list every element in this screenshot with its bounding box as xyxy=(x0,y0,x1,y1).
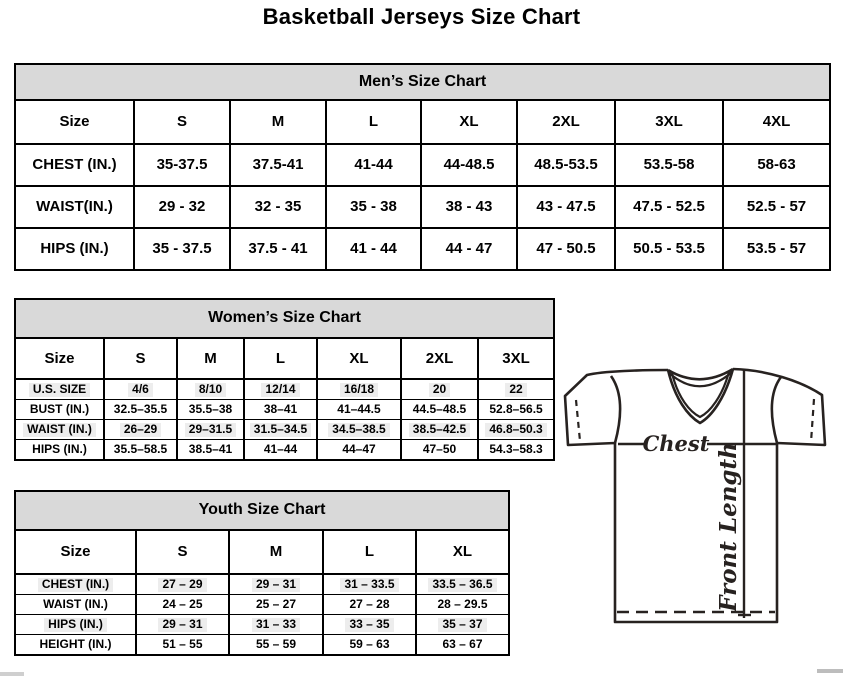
size-value xyxy=(723,186,830,228)
cell-text: 54.3–58.3 xyxy=(489,442,543,457)
cell-text: 2XL xyxy=(552,113,580,131)
cell-text: 44 - 47 xyxy=(445,240,493,258)
cell-text: 27 – 28 xyxy=(349,597,390,612)
cell-text: WAIST (IN.) xyxy=(23,423,96,437)
cell-text: S xyxy=(177,543,188,561)
size-value xyxy=(478,420,554,440)
cell-text: 50.5 - 53.5 xyxy=(633,240,705,258)
size-value xyxy=(134,144,230,186)
cell-text: 31 – 33 xyxy=(252,618,300,632)
cell-text: 38 - 43 xyxy=(445,198,493,216)
table-row-chest xyxy=(15,574,509,595)
cell-text: L xyxy=(275,349,286,367)
cell-text: 47.5 - 52.5 xyxy=(633,198,705,216)
size-value xyxy=(134,186,230,228)
column-header xyxy=(136,530,229,574)
size-value xyxy=(104,440,177,461)
size-value xyxy=(323,574,416,595)
size-value xyxy=(177,420,244,440)
cell-text: 52.5 - 57 xyxy=(746,198,807,216)
table-header-row xyxy=(15,100,830,144)
size-value xyxy=(517,144,615,186)
mens-size-chart-table xyxy=(14,63,831,271)
row-label xyxy=(15,595,136,615)
size-value xyxy=(244,440,317,461)
size-value xyxy=(244,420,317,440)
size-value xyxy=(326,186,421,228)
size-value xyxy=(401,400,478,420)
cell-text: CHEST (IN.) xyxy=(38,578,113,592)
size-value xyxy=(416,574,509,595)
cell-text: M xyxy=(204,349,217,367)
cell-text: HIPS (IN.) xyxy=(44,618,107,632)
jersey-diagram xyxy=(555,355,843,643)
size-value xyxy=(136,635,229,656)
cell-text: 58-63 xyxy=(757,156,796,174)
size-value xyxy=(229,595,323,615)
column-header xyxy=(15,530,136,574)
size-value xyxy=(615,144,723,186)
column-header xyxy=(134,100,230,144)
cell-text: CHEST (IN.) xyxy=(32,156,117,174)
cell-text: 22 xyxy=(505,383,526,397)
table-title-row xyxy=(15,299,554,338)
size-value xyxy=(326,144,421,186)
size-value xyxy=(229,574,323,595)
cell-text: 35.5–58.5 xyxy=(113,442,168,457)
column-header xyxy=(416,530,509,574)
cell-text: 46.8–50.3 xyxy=(485,423,546,437)
row-label xyxy=(15,379,104,400)
column-header xyxy=(15,338,104,379)
table-title-row xyxy=(15,491,509,530)
column-header xyxy=(104,338,177,379)
row-label xyxy=(15,144,134,186)
size-value xyxy=(323,635,416,656)
cell-text: 52.8–56.5 xyxy=(489,402,543,417)
cell-text: 35 – 37 xyxy=(438,618,486,632)
size-value xyxy=(478,400,554,420)
size-value xyxy=(517,186,615,228)
row-label xyxy=(15,574,136,595)
size-value xyxy=(230,228,326,270)
size-value xyxy=(416,595,509,615)
cell-text: U.S. SIZE xyxy=(29,383,90,397)
cell-text: 47–50 xyxy=(422,442,457,457)
row-label xyxy=(15,635,136,656)
cell-text: 44–47 xyxy=(342,442,376,457)
cell-text: 33 – 35 xyxy=(345,618,393,632)
size-value xyxy=(136,595,229,615)
cell-text: M xyxy=(269,543,283,561)
column-header xyxy=(326,100,421,144)
size-value xyxy=(723,144,830,186)
size-value xyxy=(244,379,317,400)
jersey-outline xyxy=(565,369,825,622)
cell-text: 20 xyxy=(429,383,450,397)
youth-size-chart-table xyxy=(14,490,510,656)
cell-text: 41–44 xyxy=(263,442,298,457)
cell-text: 38–41 xyxy=(263,402,298,417)
cell-text: 55 – 59 xyxy=(255,637,297,652)
front-length-label: Front Length xyxy=(715,442,742,612)
size-value xyxy=(317,420,401,440)
size-value xyxy=(401,440,478,461)
size-value xyxy=(177,440,244,461)
cell-text: 3XL xyxy=(502,349,530,367)
cell-text: WAIST (IN.) xyxy=(43,597,108,612)
table-row-waist xyxy=(15,595,509,615)
column-header xyxy=(478,338,554,379)
chest-label: Chest xyxy=(642,431,710,456)
scrollbar-fragment-right[interactable] xyxy=(817,669,843,673)
size-value xyxy=(229,635,323,656)
cell-text: 38.5–41 xyxy=(188,442,233,457)
table-title-text: Youth Size Chart xyxy=(198,501,326,519)
column-header xyxy=(615,100,723,144)
size-value xyxy=(401,379,478,400)
cell-text: 24 – 25 xyxy=(162,597,203,612)
size-value xyxy=(723,228,830,270)
cell-text: 16/18 xyxy=(340,383,378,397)
size-value xyxy=(317,440,401,461)
cell-text: XL xyxy=(349,349,369,367)
cell-text: 53.5 - 57 xyxy=(746,240,807,258)
column-header xyxy=(323,530,416,574)
table-row-hips xyxy=(15,615,509,635)
table-title xyxy=(15,491,509,530)
column-header xyxy=(244,338,317,379)
cell-text: S xyxy=(176,113,187,131)
page-title: Basketball Jerseys Size Chart xyxy=(262,4,581,29)
cell-text: 2XL xyxy=(425,349,454,367)
table-row-us-size xyxy=(15,379,554,400)
cell-text: 29 – 31 xyxy=(158,618,206,632)
cell-text: 37.5 - 41 xyxy=(248,240,308,258)
size-value xyxy=(401,420,478,440)
row-label xyxy=(15,228,134,270)
size-value xyxy=(416,615,509,635)
table-title-text: Women’s Size Chart xyxy=(208,309,361,327)
cell-text: 59 – 63 xyxy=(349,637,390,652)
cell-text: Size xyxy=(59,113,90,131)
cell-text: 4XL xyxy=(762,113,791,131)
cell-text: 47 - 50.5 xyxy=(536,240,596,258)
table-row-hips xyxy=(15,228,830,270)
column-header xyxy=(723,100,830,144)
table-header-row xyxy=(15,338,554,379)
column-header xyxy=(229,530,323,574)
size-value xyxy=(517,228,615,270)
size-value xyxy=(421,186,517,228)
scrollbar-fragment-left[interactable] xyxy=(0,672,24,676)
table-title-row xyxy=(15,64,830,100)
cell-text: 51 – 55 xyxy=(162,637,203,652)
size-value xyxy=(421,144,517,186)
table-row-waist xyxy=(15,420,554,440)
size-value xyxy=(317,400,401,420)
size-value xyxy=(478,379,554,400)
table-row-height xyxy=(15,635,509,656)
cell-text: 29 – 31 xyxy=(252,578,300,592)
cell-text: 31 – 33.5 xyxy=(340,578,398,592)
size-value xyxy=(615,228,723,270)
size-value xyxy=(421,228,517,270)
column-header xyxy=(421,100,517,144)
cell-text: 35 - 38 xyxy=(350,198,397,216)
size-value xyxy=(323,595,416,615)
cell-text: HIPS (IN.) xyxy=(40,240,109,258)
cell-text: 41–44.5 xyxy=(337,402,381,417)
size-value xyxy=(244,400,317,420)
column-header xyxy=(230,100,326,144)
cell-text: 53.5-58 xyxy=(643,156,695,174)
cell-text: 63 – 67 xyxy=(442,637,483,652)
cell-text: 29 - 32 xyxy=(158,198,206,216)
size-value xyxy=(134,228,230,270)
cell-text: BUST (IN.) xyxy=(29,402,90,417)
size-value xyxy=(104,400,177,420)
size-value xyxy=(177,400,244,420)
size-value xyxy=(104,420,177,440)
cell-text: XL xyxy=(459,113,479,131)
cell-text: Size xyxy=(60,543,91,561)
column-header xyxy=(517,100,615,144)
row-label xyxy=(15,420,104,440)
cell-text: 3XL xyxy=(655,113,683,131)
cell-text: 25 – 27 xyxy=(255,597,297,612)
size-value xyxy=(136,574,229,595)
column-header xyxy=(177,338,244,379)
size-value xyxy=(416,635,509,656)
table-title xyxy=(15,64,830,100)
cell-text: 44.5–48.5 xyxy=(412,402,467,417)
table-header-row xyxy=(15,530,509,574)
table-row-waist xyxy=(15,186,830,228)
cell-text: HEIGHT (IN.) xyxy=(39,637,112,652)
cell-text: 32 - 35 xyxy=(254,198,302,216)
size-value xyxy=(136,615,229,635)
table-row-chest xyxy=(15,144,830,186)
size-value xyxy=(177,379,244,400)
cell-text: 32.5–35.5 xyxy=(113,402,168,417)
column-header xyxy=(15,100,134,144)
size-value xyxy=(317,379,401,400)
cell-text: L xyxy=(364,543,375,561)
cell-text: 4/6 xyxy=(128,383,153,397)
cell-text: 35-37.5 xyxy=(156,156,208,174)
row-label xyxy=(15,186,134,228)
cell-text: XL xyxy=(452,543,473,561)
cell-text: L xyxy=(368,113,379,131)
column-header xyxy=(317,338,401,379)
table-row-hips xyxy=(15,440,554,461)
table-title-text: Men’s Size Chart xyxy=(358,72,487,90)
size-value xyxy=(326,228,421,270)
womens-size-chart-table xyxy=(14,298,555,461)
cell-text: 48.5-53.5 xyxy=(534,156,598,174)
cell-text: 29–31.5 xyxy=(185,423,236,437)
size-value xyxy=(230,144,326,186)
cell-text: 8/10 xyxy=(195,383,226,397)
cell-text: 27 – 29 xyxy=(158,578,206,592)
cell-text: 35.5–38 xyxy=(188,402,233,417)
row-label xyxy=(15,615,136,635)
size-value xyxy=(615,186,723,228)
size-value xyxy=(323,615,416,635)
cell-text: 34.5–38.5 xyxy=(328,423,389,437)
cell-text: 35 - 37.5 xyxy=(152,240,212,258)
row-label xyxy=(15,440,104,461)
cell-text: 44-48.5 xyxy=(443,156,495,174)
row-label xyxy=(15,400,104,420)
cell-text: 28 – 29.5 xyxy=(437,597,488,612)
cell-text: 41-44 xyxy=(354,156,393,174)
cell-text: Size xyxy=(44,349,75,367)
cell-text: WAIST(IN.) xyxy=(36,198,113,216)
cell-text: 43 - 47.5 xyxy=(536,198,596,216)
size-value xyxy=(478,440,554,461)
cell-text: M xyxy=(271,113,285,131)
cell-text: S xyxy=(135,349,146,367)
cell-text: HIPS (IN.) xyxy=(32,442,87,457)
column-header xyxy=(401,338,478,379)
size-value xyxy=(104,379,177,400)
size-value xyxy=(230,186,326,228)
size-value xyxy=(229,615,323,635)
cell-text: 41 - 44 xyxy=(350,240,397,258)
cell-text: 37.5-41 xyxy=(252,156,304,174)
cell-text: 31.5–34.5 xyxy=(250,423,311,437)
table-row-bust xyxy=(15,400,554,420)
cell-text: 12/14 xyxy=(261,383,299,397)
cell-text: 33.5 – 36.5 xyxy=(428,578,496,592)
cell-text: 38.5–42.5 xyxy=(409,423,470,437)
table-title xyxy=(15,299,554,338)
cell-text: 26–29 xyxy=(120,423,161,437)
